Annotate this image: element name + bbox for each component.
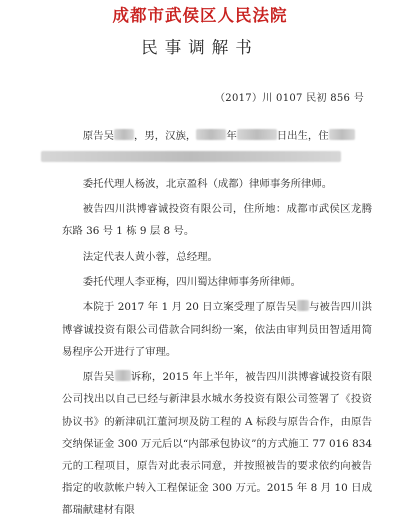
paragraph-legal-representative: 法定代表人黄小蓉，总经理。 bbox=[82, 250, 218, 263]
redacted-birth-date bbox=[237, 129, 277, 140]
redacted-name bbox=[114, 129, 134, 140]
birth-address-label: 日出生，住 bbox=[276, 130, 329, 142]
redacted-name bbox=[115, 370, 131, 381]
plaintiff-gender-ethnicity: ，男，汉族， bbox=[133, 130, 197, 142]
acceptance-text-start: 本院于 2017 年 1 月 20 日立案受理了原告吴 bbox=[82, 301, 297, 314]
redacted-birth-year bbox=[196, 129, 226, 140]
redacted-address bbox=[329, 129, 355, 140]
paragraph-plaintiff-claim bbox=[62, 366, 372, 521]
document-body bbox=[62, 125, 372, 522]
case-number: （2017）川 0107 民初 856 号 bbox=[215, 93, 364, 104]
redacted-address-line bbox=[41, 147, 341, 169]
redacted-address-bar bbox=[41, 151, 341, 162]
paragraph-plaintiff bbox=[62, 125, 372, 169]
paragraph-case-acceptance bbox=[62, 296, 372, 363]
acceptance-text-end: 与被告四川洪博睿诚投资有限公司借款合同纠纷一案，依法由审判员田智适用简易程序公开进行了审理。 bbox=[62, 301, 373, 358]
paragraph-plaintiff-agent: 委托代理人杨波，北京盈科（成都）律师事务所律师。 bbox=[82, 177, 333, 190]
document-title: 民事调解书 bbox=[141, 38, 259, 57]
redacted-name bbox=[297, 300, 309, 311]
plaintiff-label: 原告吴 bbox=[82, 130, 114, 142]
year-label: 年 bbox=[226, 130, 237, 142]
paragraph-defendant: 被告四川洪博睿诚投资有限公司，住所地：成都市武侯区龙腾东路 36 号 1 栋 9 层 8 号。 bbox=[62, 202, 372, 238]
claim-text-start: 原告吴 bbox=[82, 371, 115, 384]
claim-text-body: 诉称，2015 年上半年，被告四川洪博睿诚投资有限公司找出以自己已经与新津县水城水务投资有限公司签署了《投资协议书》的新津矶江董河坝及防工程的 A 标段与原告合作，由原告交纳保证金 300 万元后以“内部承包协议”的方式施工 77 016 834 元的工程项目，原告对此表示同意，并按照被告的要求依约向被告指定的收款帐户转入工程保证金 300 万元。2015 年 8 月 10 日成都瑞献建材有限 bbox=[62, 371, 372, 517]
court-name: 成都市武侯区人民法院 bbox=[112, 6, 288, 25]
paragraph-defendant-agent: 委托代理人李亚梅，四川蜀达律师事务所律师。 bbox=[82, 275, 301, 288]
